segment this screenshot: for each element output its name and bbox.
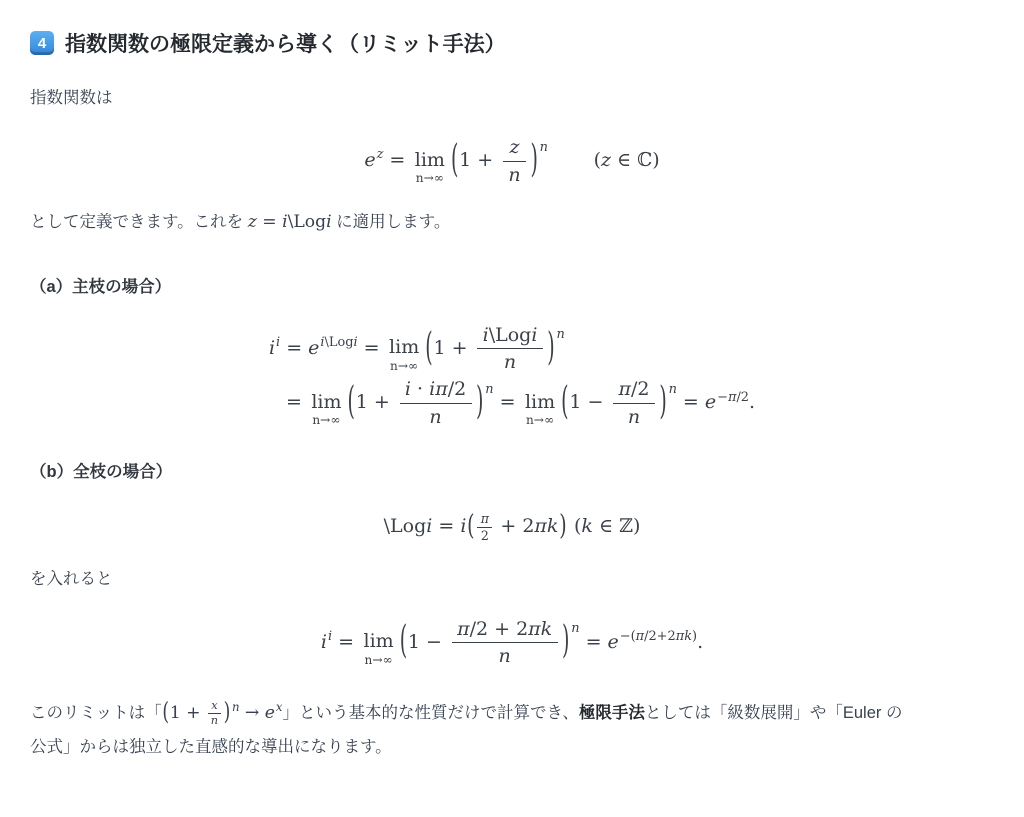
section-heading: [30, 28, 994, 58]
conclusion-text-after-bold: としては「級数展開」や「Euler の: [644, 704, 903, 723]
formula-principal-branch: [30, 319, 994, 433]
paragraph-substitute: を入れると: [30, 570, 113, 589]
paragraph-apply-text-pre: として定義できます。これを: [30, 212, 248, 231]
keycap-4-icon: 4: [30, 31, 54, 55]
section-title: 指数関数の極限定義から導く（リミット手法）: [65, 33, 506, 56]
paragraph-apply: [30, 206, 994, 239]
equation-line-1: $i^i = e^{i\backslash Logi}$ = lim n→∞ (1 + i\Logi n ) $^n$: [268, 323, 565, 374]
conclusion-text-line2: 公式」からは独立した直感的な導出になります。: [30, 737, 392, 756]
paragraph-intro: 指数関数は: [30, 89, 113, 107]
heading-case-a: （a）主枝の場合）: [30, 277, 172, 296]
formula-exp-definition: $e^z$ = lim n→∞ (1 + $\frac{z}{n}$ ) $^n$(z ∈ ℂ): [364, 136, 660, 186]
equation-line-2: = lim n→∞ (1 + $\frac{i \cdot i\pi/2}{n}$ ) $^n$ = lim n→∞ (1 − $\frac{\pi/2}{n}$ ) $^n = e^{-\pi/2}$.: [285, 378, 756, 428]
aligned-equations: [269, 319, 755, 433]
paragraph-apply-text-post: に適用します。: [331, 212, 451, 231]
conclusion-text-pre: このリミットは「: [30, 704, 162, 723]
conclusion-text-mid: 」という基本的な性質だけで計算でき、: [282, 704, 579, 723]
heading-case-b: （b）全枝の場合）: [30, 463, 173, 482]
bold-limit-method: 極限手法: [578, 704, 645, 723]
formula-log-all-branches: \Logi = i( $\frac{\pi}{2}$ + 2πk) (k ∈ ℤ): [383, 510, 641, 544]
inline-math-z-equals-ilogi: z = i\Logi: [247, 211, 332, 232]
paragraph-conclusion: [30, 697, 994, 763]
formula-ii-all-branches: $i^i$ = lim n→∞ (1 − $\frac{\pi/2 + 2\pi k}{n}$ ) $^n = e^{-(\pi/2+2\pi k)}$.: [320, 617, 704, 667]
inline-math-limit-property: (1 + $\frac{x}{n}$ ) $^n \to e^x$: [162, 698, 283, 728]
